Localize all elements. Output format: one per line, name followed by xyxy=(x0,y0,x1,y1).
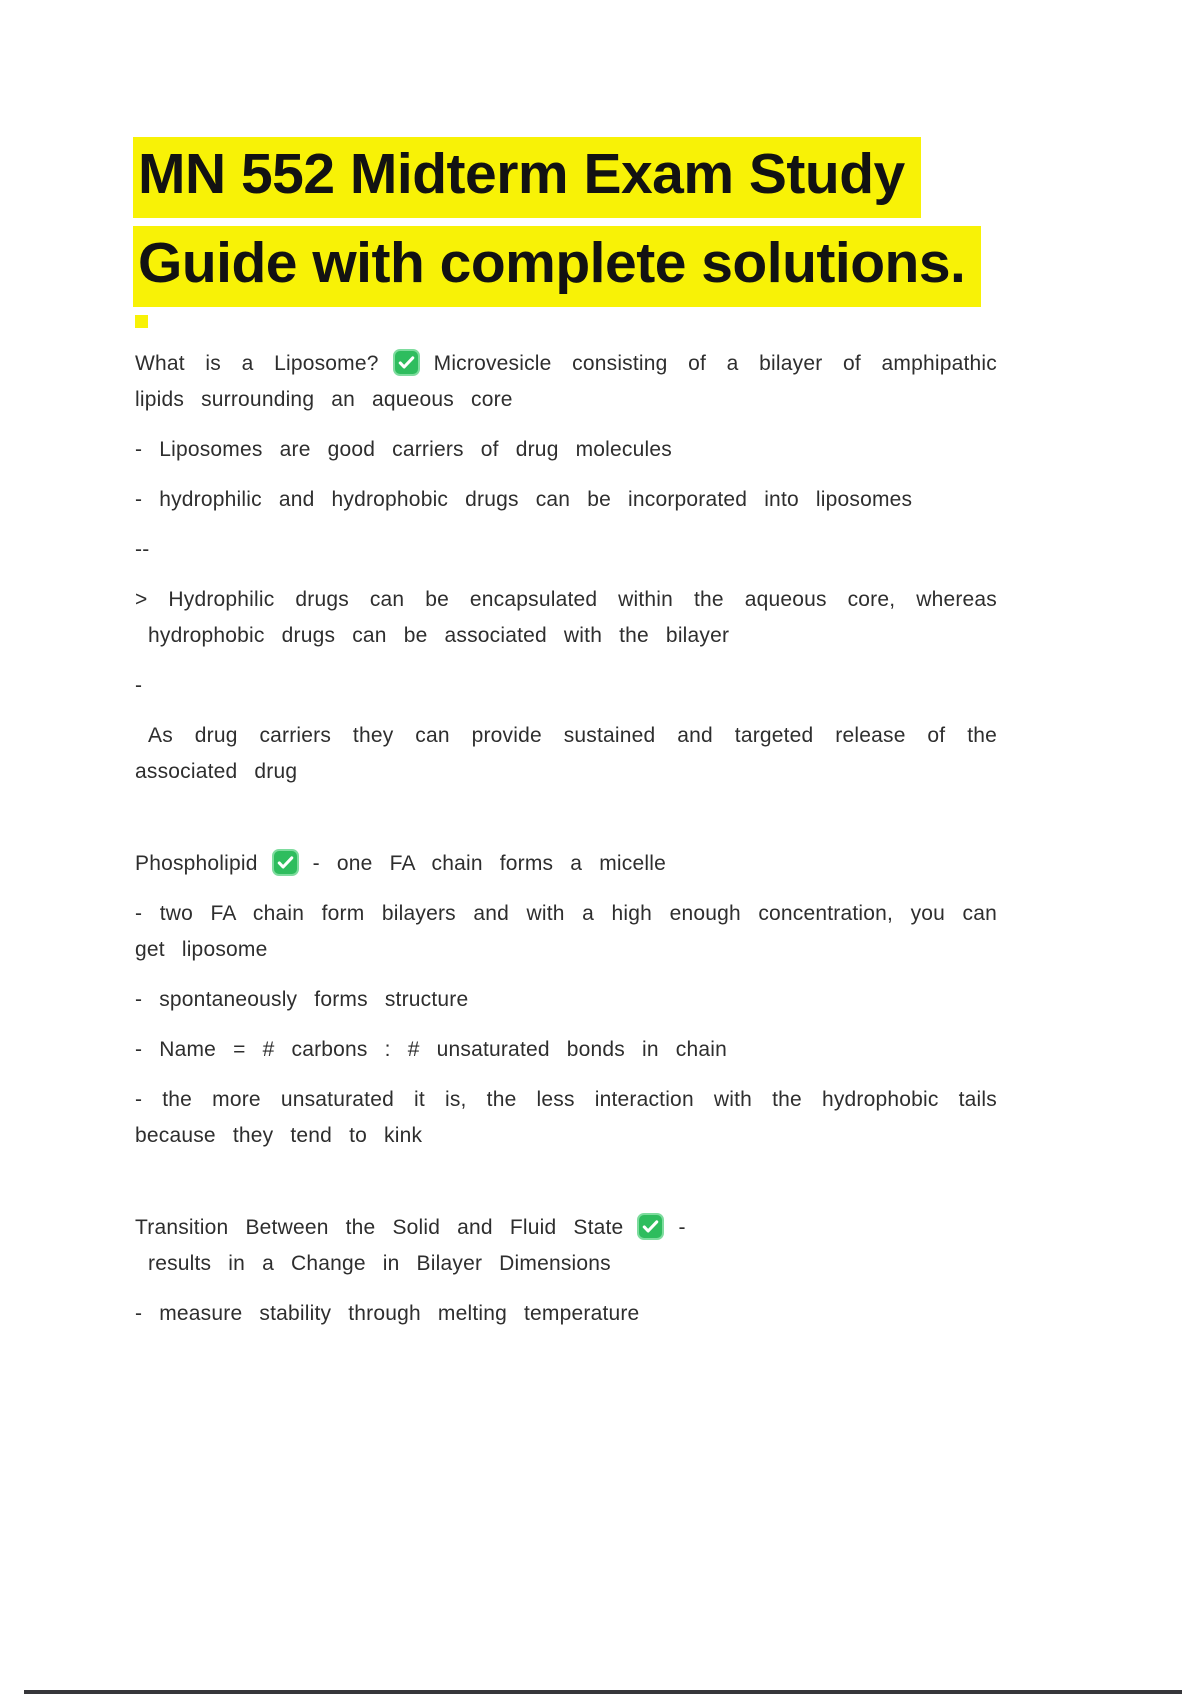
qa-block-transition xyxy=(135,1210,997,1282)
answer-dash: - xyxy=(678,1215,686,1239)
page-title-line-1: MN 552 Midterm Exam Study xyxy=(133,137,921,218)
separator-dashes: -- xyxy=(135,537,150,561)
note-line: - the more unsaturated it is, the less interaction with the hydrophobic tails because they tend to kink xyxy=(135,1087,997,1147)
document-title xyxy=(133,137,1200,328)
document-body xyxy=(135,346,997,1332)
answer-text: results in a Change in Bilayer Dimensions xyxy=(148,1251,611,1275)
title-row-2 xyxy=(133,226,1200,307)
highlight-fragment xyxy=(135,315,148,328)
note-line: As drug carriers they can provide sustained and targeted release of the associated drug xyxy=(135,723,997,783)
qa-block-phospholipid xyxy=(135,846,997,882)
answer-text: Microvesicle consisting of a bilayer of amphipathic lipids surrounding an aqueous core xyxy=(135,351,997,411)
page-bottom-divider xyxy=(24,1690,1182,1694)
check-icon xyxy=(393,349,420,376)
note-line: - Name = # carbons : # unsaturated bonds in chain xyxy=(135,1037,728,1061)
question-text: Phospholipid xyxy=(135,851,258,875)
page-title-line-2: Guide with complete solutions. xyxy=(133,226,981,307)
separator-dash: - xyxy=(135,673,143,697)
note-line: > Hydrophilic drugs can be encapsulated within the aqueous core, whereas hydrophobic drugs can be associated with the bilayer xyxy=(135,587,997,647)
check-icon xyxy=(637,1213,664,1240)
title-row-1 xyxy=(133,137,1200,218)
note-line: - measure stability through melting temperature xyxy=(135,1301,640,1325)
check-icon xyxy=(272,849,299,876)
qa-block-liposome xyxy=(135,346,997,418)
note-line: - spontaneously forms structure xyxy=(135,987,469,1011)
note-line: - two FA chain form bilayers and with a high enough concentration, you can get liposome xyxy=(135,901,997,961)
question-text: Transition Between the Solid and Fluid State xyxy=(135,1215,624,1239)
question-text: What is a Liposome? xyxy=(135,351,379,375)
answer-text: - one FA chain forms a micelle xyxy=(312,851,666,875)
note-line: - hydrophilic and hydrophobic drugs can be incorporated into liposomes xyxy=(135,487,913,511)
note-line: - Liposomes are good carriers of drug molecules xyxy=(135,437,672,461)
